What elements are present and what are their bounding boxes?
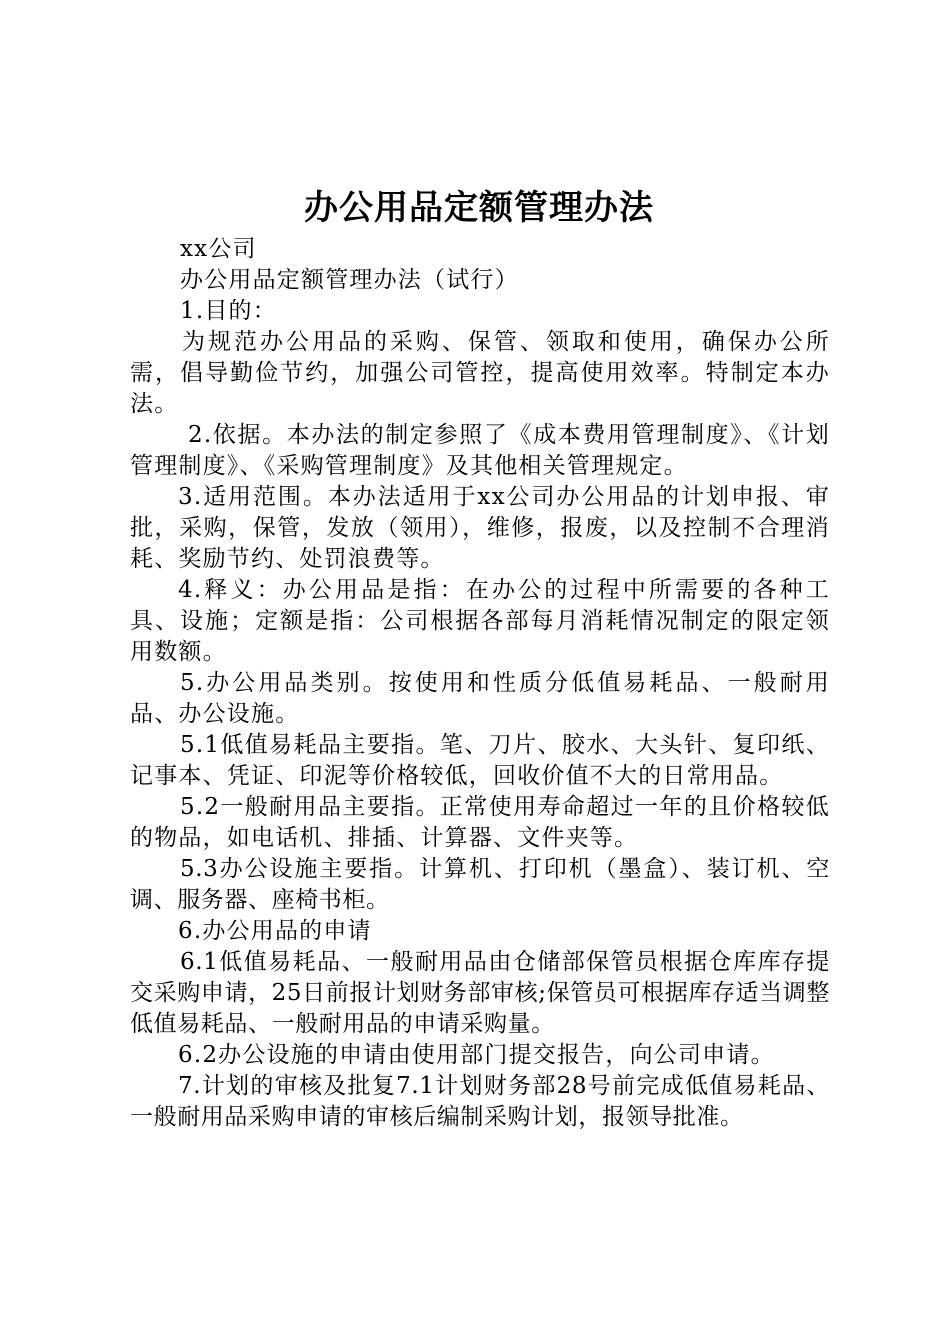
paragraph-application-6-2: 6.2办公设施的申请由使用部门提交报告，向公司申请。 bbox=[178, 1042, 775, 1068]
paragraph-basis: 2.依据。本办法的制定参照了《成本费用管理制度》、《计划管理制度》、《采购管理制度》及其他相关管理规定。 bbox=[130, 422, 830, 479]
paragraph-durable-items: 5.2一般耐用品主要指。正常使用寿命超过一年的且价格较低的物品，如电话机、排插、计算器、文件夹等。 bbox=[130, 794, 830, 851]
section-heading-purpose: 1.目的： bbox=[180, 298, 277, 324]
paragraph-office-facilities: 5.3办公设施主要指。计算机、打印机（墨盒）、装订机、空调、服务器、座椅书柜。 bbox=[130, 856, 830, 913]
paragraph-low-value-items: 5.1低值易耗品主要指。笔、刀片、胶水、大头针、复印纸、记事本、凭证、印泥等价格较低，回收价值不大的日常用品。 bbox=[130, 732, 830, 789]
paragraph-definitions: 4.释义：办公用品是指：在办公的过程中所需要的各种工具、设施；定额是指：公司根据各部每月消耗情况制定的限定领用数额。 bbox=[130, 577, 830, 665]
paragraph-purpose: 为规范办公用品的采购、保管、领取和使用，确保办公所需，倡导勤俭节约，加强公司管控，提高使用效率。特制定本办法。 bbox=[130, 329, 830, 417]
paragraph-application-6-1: 6.1低值易耗品、一般耐用品由仓储部保管员根据仓库库存提交采购申请，25日前报计划财务部审核;保管员可根据库存适当调整低值易耗品、一般耐用品的申请采购量。 bbox=[130, 949, 830, 1037]
paragraph-categories: 5.办公用品类别。按使用和性质分低值易耗品、一般耐用品、办公设施。 bbox=[130, 670, 830, 727]
document-body bbox=[130, 234, 830, 1133]
company-line: xx公司 bbox=[180, 236, 257, 262]
paragraph-review-7: 7.计划的审核及批复7.1计划财务部28号前完成低值易耗品、一般耐用品采购申请的审核后编制采购计划，报领导批准。 bbox=[130, 1073, 830, 1130]
subtitle-line: 办公用品定额管理办法（试行） bbox=[180, 267, 519, 293]
document-title: 办公用品定额管理办法 bbox=[304, 188, 654, 228]
paragraph-scope: 3.适用范围。本办法适用于xx公司办公用品的计划申报、审批，采购，保管，发放（领用），维修，报废，以及控制不合理消耗、奖励节约、处罚浪费等。 bbox=[130, 484, 830, 572]
section-heading-application: 6.办公用品的申请 bbox=[178, 918, 372, 944]
